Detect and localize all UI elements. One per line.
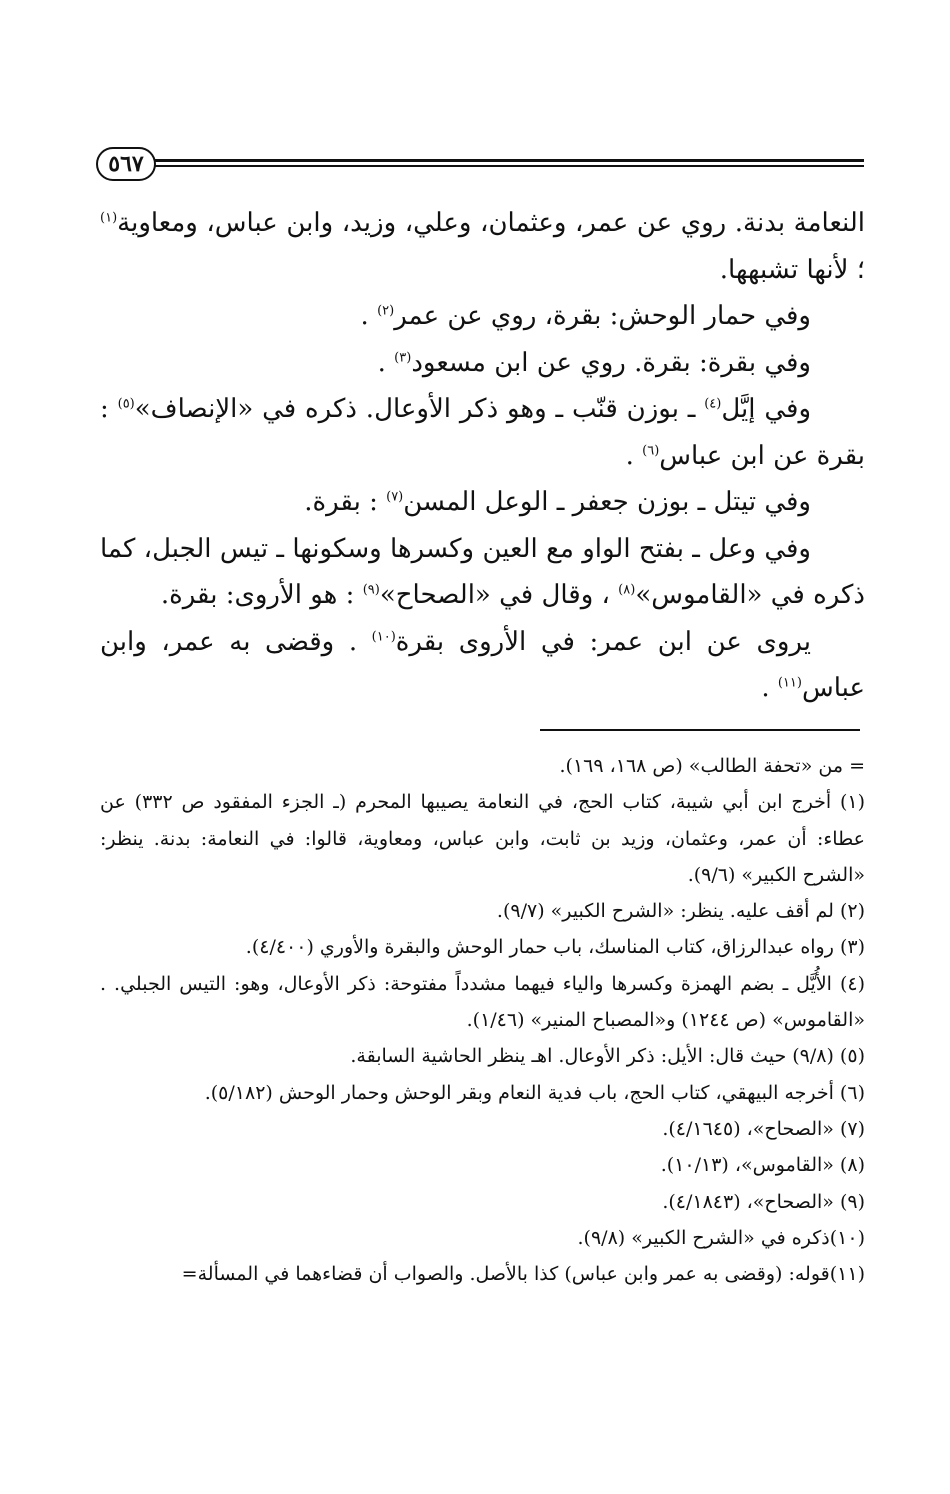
footnote-marker: (١) bbox=[100, 210, 118, 226]
paragraph-text: . bbox=[360, 301, 378, 331]
paragraph-text: ؛ لأنها تشبهها. bbox=[719, 254, 865, 285]
main-text bbox=[100, 200, 865, 712]
footnote-marker: (٢) bbox=[377, 303, 395, 319]
paragraph-text: : بقرة عن ابن عباس bbox=[100, 394, 865, 471]
footnote-item: (١) أخرج ابن أبي شيبة، كتاب الحج، في النعامة يصيبها المحرم (ـ الجزء المفقود ص ٣٣٢) عن عطاء: أن عمر، وعثمان، وزيد بن ثابت، وابن عباس، ومعاوية، قالوا: في النعامة: بدنة. ينظر: «الشرح الكبير» (٩/٦). bbox=[100, 791, 865, 886]
footnote-separator bbox=[540, 729, 860, 731]
footnotes bbox=[100, 748, 865, 1292]
footnote-item: (١١)قوله: (وقضى به عمر وابن عباس) كذا بالأصل. والصواب أن قضاءهما في المسألة= bbox=[181, 1263, 865, 1286]
footnote-marker: (٧) bbox=[386, 489, 404, 505]
footnote-marker: (٥) bbox=[117, 396, 135, 412]
footnote-item: (٤) الأُيَّل ـ بضم الهمزة وكسرها والياء فيهما مشدداً مفتوحة: ذكر الأوعال، وهو: التيس الجبلي. . «القاموس» (ص ١٢٤٤) و«المصباح المنير» (١/٤٦). bbox=[100, 972, 865, 1032]
paragraph-text: : هو الأروى: بقرة. bbox=[160, 580, 363, 610]
footnote-item: (٩) «الصحاح»، (٤/١٨٤٣). bbox=[662, 1190, 865, 1213]
paragraph-text: يروى عن ابن عمر: في الأروى بقرة bbox=[395, 626, 811, 657]
footnote-item: (٧) «الصحاح»، (٤/١٦٤٥). bbox=[662, 1117, 865, 1140]
main-paragraph bbox=[100, 526, 865, 619]
paragraph-text: النعامة بدنة. روي عن عمر، وعثمان، وعلي، وزيد، وابن عباس، ومعاوية bbox=[117, 208, 865, 238]
paragraph-text: وفي حمار الوحش: بقرة، روي عن عمر bbox=[394, 301, 811, 331]
paragraph-text: ، وقال في «الصحاح» bbox=[379, 580, 619, 610]
paragraph-text: . وقضى به عمر، وابن عباس bbox=[100, 626, 865, 703]
main-paragraph bbox=[100, 293, 865, 340]
footnote-item: (٨) «القاموس»، (١٠/١٣). bbox=[660, 1154, 865, 1177]
main-paragraph bbox=[100, 386, 865, 479]
footnote-item: (١٠)ذكره في «الشرح الكبير» (٩/٨). bbox=[577, 1226, 865, 1249]
paragraph-text: وفي وعل ـ بفتح الواو مع العين وكسرها وسكونها ـ تيس الجبل، كما ذكره في «القاموس» bbox=[100, 533, 865, 610]
header-rule-thin bbox=[152, 165, 864, 167]
footnote-item: = من «تحفة الطالب» (ص ١٦٨، ١٦٩). bbox=[559, 755, 865, 777]
footnote-marker: (١١) bbox=[777, 675, 802, 691]
page-header bbox=[96, 147, 864, 187]
footnote-marker: (٩) bbox=[362, 582, 380, 598]
header-rule-thick bbox=[152, 159, 864, 162]
footnote-item: (٦) أخرجه البيهقي، كتاب الحج، باب فدية النعام وبقر الوحش وحمار الوحش (٥/١٨٢). bbox=[204, 1081, 865, 1104]
paragraph-text: . bbox=[761, 673, 778, 703]
main-paragraph bbox=[100, 479, 865, 526]
page-number: ٥٦٧ bbox=[96, 147, 156, 181]
paragraph-text: . bbox=[377, 347, 395, 378]
footnote-item: (٢) لم أقف عليه. ينظر: «الشرح الكبير» (٩/٧). bbox=[496, 900, 865, 923]
footnote-marker: (٤) bbox=[704, 396, 722, 412]
footnote-marker: (٨) bbox=[618, 582, 636, 598]
paragraph-text: : بقرة. bbox=[304, 487, 387, 517]
main-paragraph bbox=[100, 200, 865, 293]
footnote-item: (٥) (٩/٨) حيث قال: الأيل: ذكر الأوعال. اهـ ينظر الحاشية السابقة. bbox=[350, 1045, 865, 1068]
main-paragraph bbox=[100, 340, 865, 387]
paragraph-text: . bbox=[625, 440, 643, 471]
footnote-item: (٣) رواه عبدالرزاق، كتاب المناسك، باب حمار الوحش والبقرة والأوري (٤/٤٠٠). bbox=[245, 936, 865, 959]
paragraph-text: وفي إيَّل bbox=[721, 394, 812, 424]
paragraph-text: ـ بوزن قنّب ـ وهو ذكر الأوعال. ذكره في «الإنصاف» bbox=[134, 394, 705, 424]
footnote-marker: (١٠) bbox=[371, 628, 396, 644]
footnote-marker: (٣) bbox=[394, 349, 412, 365]
footnote-marker: (٦) bbox=[642, 442, 660, 458]
main-paragraph bbox=[100, 619, 865, 712]
paragraph-text: وفي تيتل ـ بوزن جعفر ـ الوعل المسن bbox=[403, 487, 811, 517]
paragraph-text: وفي بقرة: بقرة. روي عن ابن مسعود bbox=[411, 347, 811, 378]
